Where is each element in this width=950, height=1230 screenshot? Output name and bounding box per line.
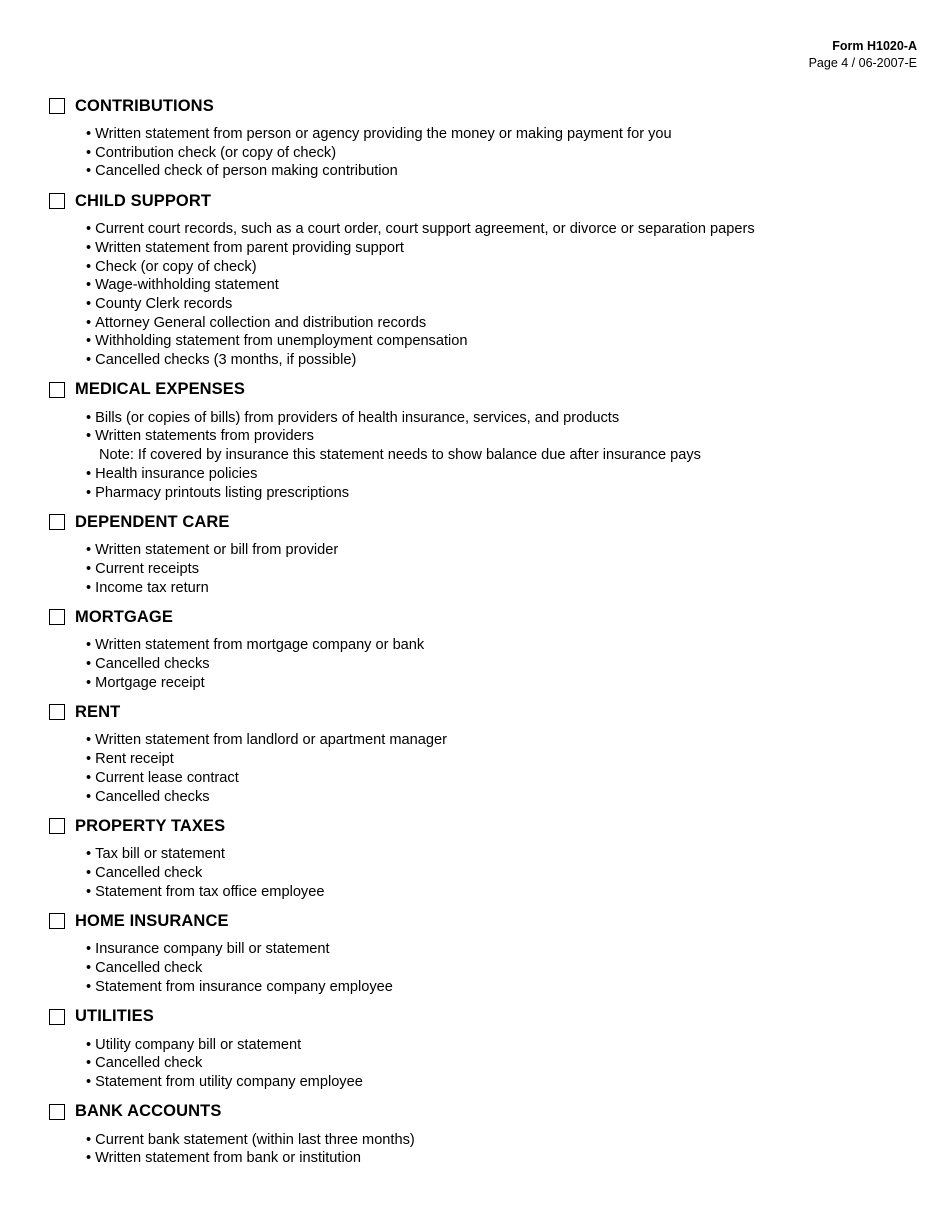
list-item: • Income tax return — [86, 579, 919, 598]
list-item: • Written statement from landlord or apartment manager — [86, 731, 919, 750]
section-item-list — [49, 541, 919, 597]
checklist-section — [49, 815, 919, 901]
section-checkbox[interactable] — [49, 98, 65, 114]
list-item: • Cancelled checks (3 months, if possible) — [86, 351, 919, 370]
section-header — [49, 910, 919, 932]
section-item-list — [49, 845, 919, 901]
list-item: • Withholding statement from unemployment compensation — [86, 332, 919, 351]
section-header — [49, 1101, 919, 1123]
checklist-section — [49, 606, 919, 692]
list-item: • Insurance company bill or statement — [86, 940, 919, 959]
checklist-section — [49, 190, 919, 370]
section-title: RENT — [75, 702, 121, 721]
list-item: • Tax bill or statement — [86, 845, 919, 864]
checklist-section — [49, 910, 919, 996]
list-item: • County Clerk records — [86, 295, 919, 314]
checklist-section — [49, 379, 919, 503]
section-title: CHILD SUPPORT — [75, 191, 212, 210]
list-item: • Contribution check (or copy of check) — [86, 144, 919, 163]
list-item: • Cancelled check — [86, 959, 919, 978]
section-checkbox[interactable] — [49, 1009, 65, 1025]
list-item: • Pharmacy printouts listing prescriptions — [86, 484, 919, 503]
checklist-section — [49, 95, 919, 181]
section-title: HOME INSURANCE — [75, 911, 229, 930]
section-checkbox[interactable] — [49, 818, 65, 834]
list-item: • Current court records, such as a court order, court support agreement, or divorce or separation papers — [86, 220, 919, 239]
list-item: • Cancelled checks — [86, 788, 919, 807]
section-title: CONTRIBUTIONS — [75, 96, 214, 115]
checklist-section — [49, 1101, 919, 1168]
section-checkbox[interactable] — [49, 382, 65, 398]
list-item: • Statement from insurance company employee — [86, 978, 919, 997]
section-item-list — [49, 409, 919, 503]
section-header — [49, 1006, 919, 1028]
section-item-list — [49, 125, 919, 181]
list-item: • Attorney General collection and distribution records — [86, 314, 919, 333]
list-item: • Current bank statement (within last three months) — [86, 1131, 919, 1150]
section-item-list — [49, 220, 919, 370]
section-checkbox[interactable] — [49, 193, 65, 209]
section-item-list — [49, 1131, 919, 1168]
list-item-note: Note: If covered by insurance this statement needs to show balance due after insurance pays — [99, 447, 701, 464]
section-title: BANK ACCOUNTS — [75, 1102, 222, 1121]
checklist-section — [49, 1006, 919, 1092]
section-header — [49, 815, 919, 837]
form-header — [809, 38, 917, 72]
list-item: • Utility company bill or statement — [86, 1036, 919, 1055]
list-item: • Wage-withholding statement — [86, 276, 919, 295]
list-item: • Statement from utility company employee — [86, 1073, 919, 1092]
section-header — [49, 379, 919, 401]
list-item: • Written statement from mortgage company or bank — [86, 636, 919, 655]
list-item: • Rent receipt — [86, 750, 919, 769]
section-header — [49, 701, 919, 723]
section-title: UTILITIES — [75, 1007, 154, 1025]
section-checkbox[interactable] — [49, 609, 65, 625]
checklist-section — [49, 701, 919, 806]
list-item: • Cancelled checks — [86, 655, 919, 674]
section-header — [49, 606, 919, 628]
list-item: • Mortgage receipt — [86, 674, 919, 693]
list-item: • Cancelled check of person making contribution — [86, 162, 919, 181]
list-item: • Written statement from bank or institution — [86, 1149, 919, 1168]
section-item-list — [49, 940, 919, 996]
section-title: DEPENDENT CARE — [75, 512, 230, 531]
list-item: • Current lease contract — [86, 769, 919, 788]
list-item: • Current receipts — [86, 560, 919, 579]
list-item: • Cancelled check — [86, 1054, 919, 1073]
section-checkbox[interactable] — [49, 1104, 65, 1120]
list-item: • Bills (or copies of bills) from providers of health insurance, services, and products — [86, 409, 919, 428]
section-header — [49, 95, 919, 117]
section-item-list — [49, 636, 919, 692]
section-item-list — [49, 731, 919, 806]
list-item: • Written statements from providers — [86, 427, 919, 446]
section-checkbox[interactable] — [49, 514, 65, 530]
section-header — [49, 511, 919, 533]
checklist-section — [49, 511, 919, 597]
list-item: • Written statement or bill from provider — [86, 541, 919, 560]
list-item: • Health insurance policies — [86, 465, 919, 484]
form-id: Form H1020-A — [832, 39, 917, 53]
section-title: PROPERTY TAXES — [75, 816, 226, 835]
list-item: • Written statement from person or agency providing the money or making payment for you — [86, 125, 919, 144]
list-item: • Check (or copy of check) — [86, 258, 919, 277]
section-title: MORTGAGE — [75, 607, 173, 626]
section-checkbox[interactable] — [49, 704, 65, 720]
section-header — [49, 190, 919, 212]
document-checklist — [49, 95, 919, 1177]
page-info: Page 4 / 06-2007-E — [808, 56, 917, 70]
list-item: • Cancelled check — [86, 864, 919, 883]
section-checkbox[interactable] — [49, 913, 65, 929]
section-item-list — [49, 1036, 919, 1092]
section-title: MEDICAL EXPENSES — [75, 380, 245, 399]
list-item: • Written statement from parent providing support — [86, 239, 919, 258]
list-item: • Statement from tax office employee — [86, 883, 919, 902]
